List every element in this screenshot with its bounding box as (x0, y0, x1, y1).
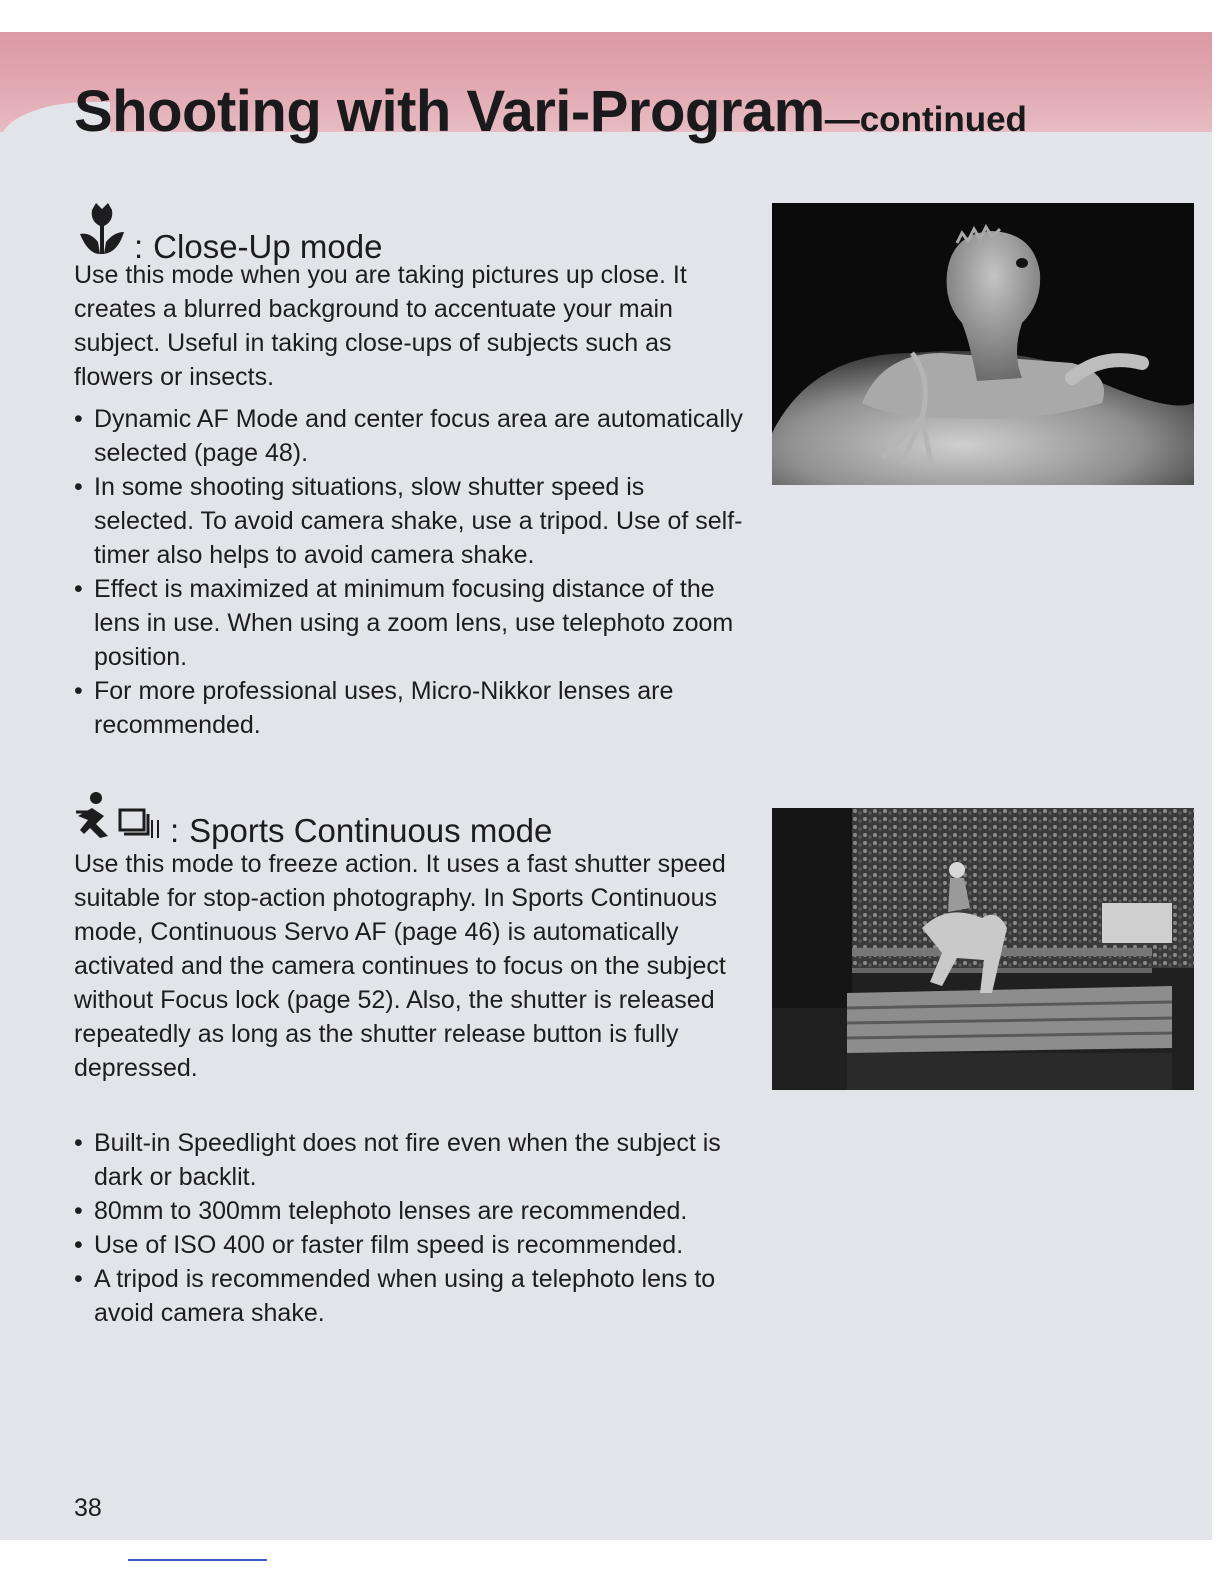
sports-heading: : Sports Continuous mode (74, 790, 552, 850)
sports-bullets (74, 1126, 744, 1330)
sports-heading-text: Sports Continuous mode (189, 812, 553, 849)
close-up-bullets (74, 402, 744, 742)
flower-icon (74, 200, 130, 266)
close-up-heading: : Close-Up mode (74, 200, 382, 266)
horse-jumping-photo (772, 808, 1194, 1090)
page-number: 38 (74, 1494, 102, 1522)
page-title-suffix: —continued (824, 100, 1027, 139)
list-item: • Dynamic AF Mode and center focus area are automatically selected (page 48). (74, 402, 744, 470)
footer-link-underline (128, 1559, 267, 1561)
list-item: • Use of ISO 400 or faster film speed is recommended. (74, 1228, 744, 1262)
list-item: • In some shooting situations, slow shutter speed is selected. To avoid camera shake, use a tripod. Use of self-timer also helps to avoid camera shake. (74, 470, 744, 572)
list-item: • Effect is maximized at minimum focusing distance of the lens in use. When using a zoom lens, use telephoto zoom position. (74, 572, 744, 674)
list-item: • A tripod is recommended when using a telephoto lens to avoid camera shake. (74, 1262, 744, 1330)
page-title-main: Shooting with Vari-Program (74, 79, 825, 144)
list-item: • Built-in Speedlight does not fire even when the subject is dark or backlit. (74, 1126, 744, 1194)
lizard-on-hand-photo (772, 203, 1194, 485)
close-up-heading-text: Close-Up mode (153, 228, 383, 265)
list-item: • For more professional uses, Micro-Nikkor lenses are recommended. (74, 674, 744, 742)
close-up-intro: Use this mode when you are taking pictures up close. It creates a blurred background to accentuate your main subject. Useful in taking close-ups of subjects such as flowers or insects. (74, 261, 687, 391)
list-item: • 80mm to 300mm telephoto lenses are recommended. (74, 1194, 744, 1228)
sports-continuous-icon (74, 790, 166, 850)
manual-page (0, 32, 1212, 1540)
sports-intro: Use this mode to freeze action. It uses a fast shutter speed suitable for stop-action photography. In Sports Continuous mode, Continuous Servo AF (page 46) is automatically activated and the camera continues to focus on the subject without Focus lock (page 52). Also, the shutter is released repeatedly as long as the shutter release button is fully depressed. (74, 850, 726, 1082)
page-title (74, 78, 1027, 145)
